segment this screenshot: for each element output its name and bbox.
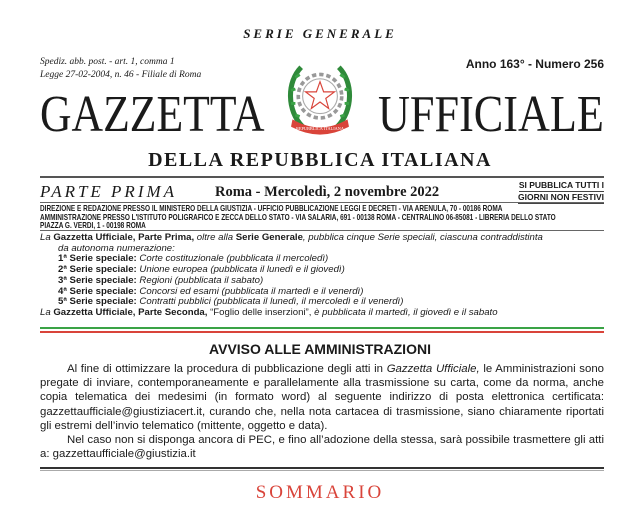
- title-left: GAZZETTA: [40, 86, 265, 143]
- republic-emblem-icon: [285, 60, 355, 144]
- divider: [40, 470, 604, 471]
- text: Gazzetta Ufficiale, Parte Seconda,: [53, 306, 208, 318]
- text: La: [40, 232, 54, 243]
- subtitle: DELLA REPUBBLICA ITALIANA: [148, 149, 492, 171]
- text: Gazzetta Ufficiale,: [386, 363, 480, 375]
- text: Gazzetta Ufficiale, Parte Prima,: [53, 232, 195, 243]
- tricolor-green: [40, 327, 604, 329]
- series-label: 3ª Serie speciale:: [58, 274, 137, 286]
- address-block: [40, 204, 604, 230]
- postal-info: [40, 56, 201, 82]
- frequency-line: GIORNI NON FESTIVI: [518, 192, 604, 202]
- text: La: [40, 306, 54, 318]
- divider: [40, 230, 604, 231]
- text: oltre alla: [194, 232, 236, 243]
- address-line: AMMINISTRAZIONE PRESSO L'ISTITUTO POLIGRAFICO E ZECCA DELLO STATO - VIA SALARIA, 691 - 00138 ROMA - CENTRALINO 06-85081 - LIBRERIA DELLO STATO: [40, 211, 556, 222]
- notice-body: [40, 362, 604, 461]
- postal-line: Legge 27-02-2004, n. 46 - Filiale di Roma: [40, 70, 202, 80]
- postal-line: Spediz. abb. post. - art. 1, comma 1: [40, 57, 175, 67]
- text: “Foglio delle inserzioni”,: [207, 306, 312, 318]
- address-line: DIREZIONE E REDAZIONE PRESSO IL MINISTERO DELLA GIUSTIZIA - UFFICIO PUBBLICAZIONE LEGGI E DECRETI - VIA ARENULA, 70 - 00186 ROMA: [40, 203, 503, 213]
- series-desc: Contratti pubblici (pubblicata il lunedì, il mercoledì e il venerdì): [136, 296, 404, 308]
- notice-paragraph: [40, 362, 604, 433]
- series-desc: Unione europea (pubblicata il lunedì e il giovedì): [136, 264, 345, 276]
- part-label: PARTE PRIMA: [40, 182, 178, 201]
- divider: [40, 467, 604, 469]
- series-desc: Corte costituzionale (pubblicata il mercoledì): [136, 253, 329, 265]
- text: Al fine di ottimizzare la procedura di pubblicazione degli atti in: [67, 363, 387, 375]
- address-line: PIAZZA G. VERDI, 1 - 00198 ROMA: [40, 220, 146, 231]
- title-right: UFFICIALE: [378, 86, 604, 143]
- emblem-ribbon-text: REPUBBLICA ITALIANA: [295, 126, 345, 132]
- series-intro: [40, 233, 610, 319]
- text: , pubblica cinque Serie speciali, ciascuna contraddistinta: [302, 232, 543, 243]
- notice-title: AVVISO ALLE AMMINISTRAZIONI: [209, 341, 431, 357]
- tricolor-red: [40, 331, 604, 333]
- series-label: 2ª Serie speciale:: [58, 264, 137, 276]
- summary-heading: SOMMARIO: [255, 482, 385, 503]
- series-desc: Regioni (pubblicata il sabato): [136, 274, 264, 286]
- text: le Amministrazioni sono pregate di inviare, contemporaneamente e parallelamente alla trasmissione su carta, come da norma, anche copia telematica dei medesimi (in formato word) al seguente indirizzo di posta elettronica certificata: gazzettaufficiale@giustiziacert.it, curando che, nella nota cartacea di trasmissione, siano chiaramente riportati gli estremi dell’invio telematico (mittente, oggetto e data).: [40, 363, 604, 432]
- series-label: 1ª Serie speciale:: [58, 253, 137, 265]
- divider: [40, 176, 604, 178]
- text: da autonoma numerazione:: [58, 242, 175, 254]
- frequency-line: SI PUBBLICA TUTTI I: [518, 180, 604, 190]
- text: Serie Generale: [235, 232, 303, 243]
- text: è pubblicata il martedì, il giovedì e il sabato: [311, 306, 498, 318]
- series-label: 5ª Serie speciale:: [58, 296, 137, 308]
- series-desc: Concorsi ed esami (pubblicata il martedì e il venerdì): [136, 285, 364, 297]
- notice-paragraph: Nel caso non si disponga ancora di PEC, e fino all’adozione della stessa, sarà possibile trasmettere gli atti a: gazzettaufficiale@giustizia.it: [40, 434, 604, 461]
- issue-number: Anno 163° - Numero 256: [465, 57, 604, 71]
- series-label: 4ª Serie speciale:: [58, 285, 137, 297]
- issue-date: Roma - Mercoledì, 2 novembre 2022: [215, 184, 440, 200]
- intro-line: [40, 308, 610, 319]
- series-label: SERIE GENERALE: [243, 26, 397, 41]
- frequency-note: [518, 180, 604, 204]
